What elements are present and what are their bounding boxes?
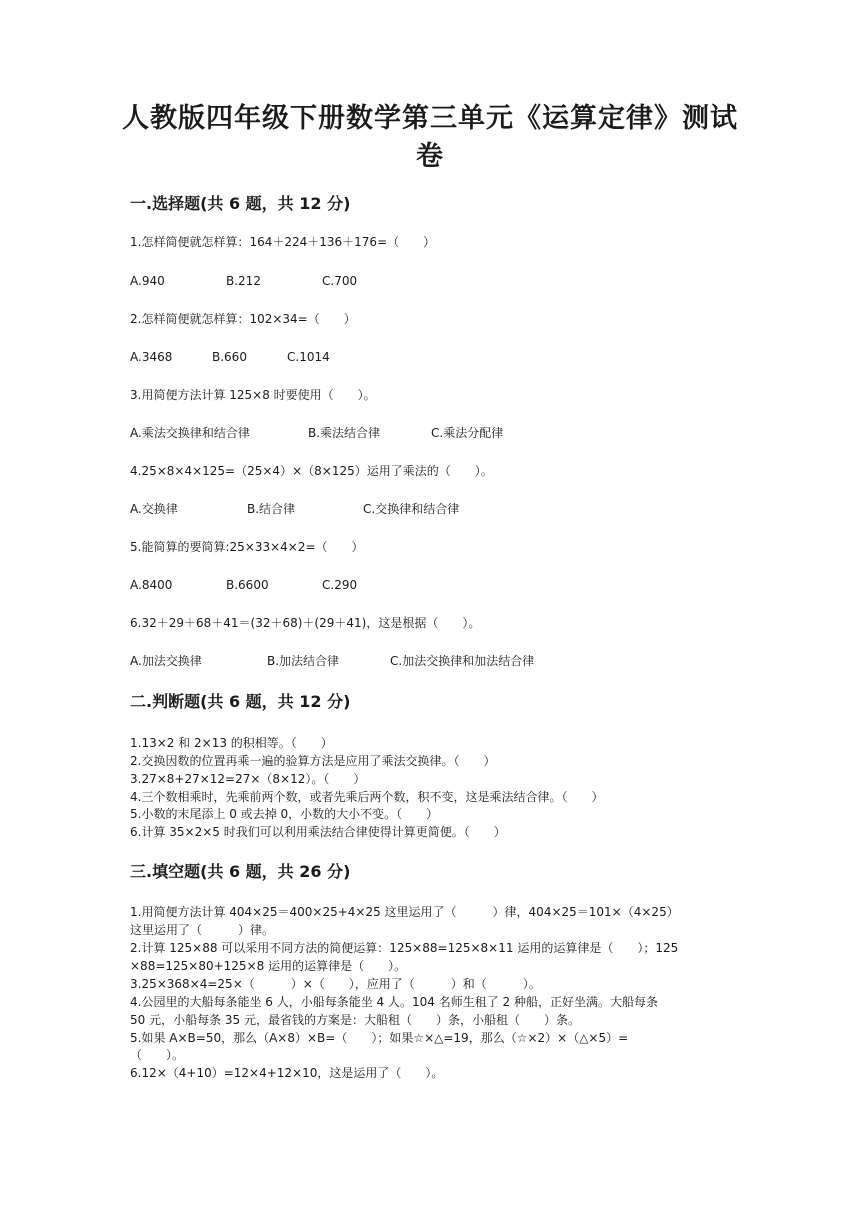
fill-line-4: ×88=125×80+125×8 运用的运算律是（ ）。	[130, 959, 407, 973]
q4-option-a: A.交换律	[130, 502, 178, 516]
q1-option-b: B.212	[226, 274, 261, 288]
fill-line-8: 5.如果 A×B=50，那么（A×8）×B=（ ）；如果☆×△=19，那么（☆×2）×（△×5）=	[130, 1031, 629, 1045]
q3-option-a: A.乘法交换律和结合律	[130, 426, 250, 440]
question-1: 1.怎样简便就怎样算：164＋224＋136＋176=（ ）	[130, 235, 436, 249]
fill-line-2: 这里运用了（ ）律。	[130, 923, 275, 937]
judge-item-2: 2.交换因数的位置再乘一遍的验算方法是应用了乘法交换律。（ ）	[130, 754, 496, 768]
judge-item-4: 4.三个数相乘时，先乘前两个数，或者先乘后两个数，积不变，这是乘法结合律。（ ）	[130, 790, 604, 804]
question-3: 3.用简便方法计算 125×8 时要使用（ ）。	[130, 388, 376, 402]
question-4: 4.25×8×4×125=（25×4）×（8×125）运用了乘法的（ ）。	[130, 464, 493, 478]
fill-line-3: 2.计算 125×88 可以采用不同方法的简便运算：125×88=125×8×11 运用的运算律是（ ）；125	[130, 941, 679, 955]
question-5: 5.能简算的要简算:25×33×4×2=（ ）	[130, 540, 364, 554]
section-heading-choice: 一.选择题(共 6 题，共 12 分)	[130, 194, 351, 213]
q2-option-a: A.3468	[130, 350, 173, 364]
q3-option-b: B.乘法结合律	[308, 426, 381, 440]
q4-option-b: B.结合律	[247, 502, 296, 516]
q3-option-c: C.乘法分配律	[431, 426, 504, 440]
title-line-1: 人教版四年级下册数学第三单元《运算定律》测试	[122, 103, 738, 134]
fill-line-10: 6.12×（4+10）=12×4+12×10，这是运用了（ ）。	[130, 1066, 444, 1080]
q5-option-a: A.8400	[130, 578, 173, 592]
question-2: 2.怎样简便就怎样算：102×34=（ ）	[130, 312, 356, 326]
fill-line-1: 1.用简便方法计算 404×25＝400×25+4×25 这里运用了（ ）律，404×25＝101×（4×25）	[130, 905, 679, 919]
section-heading-judge: 二.判断题(共 6 题，共 12 分)	[130, 692, 351, 711]
section-heading-fill: 三.填空题(共 6 题，共 26 分)	[130, 862, 351, 881]
fill-line-6: 4.公园里的大船每条能坐 6 人，小船每条能坐 4 人。104 名师生租了 2 种船，正好坐满。大船每条	[130, 995, 658, 1009]
page-title	[120, 100, 740, 176]
fill-line-7: 50 元，小船每条 35 元，最省钱的方案是：大船租（ ）条，小船租（ ）条。	[130, 1013, 580, 1027]
q4-option-c: C.交换律和结合律	[363, 502, 460, 516]
question-6: 6.32＋29＋68＋41＝(32＋68)＋(29＋41)，这是根据（ ）。	[130, 616, 481, 630]
fill-line-9: （ ）。	[130, 1048, 185, 1062]
judge-item-1: 1.13×2 和 2×13 的积相等。（ ）	[130, 736, 333, 750]
q6-option-b: B.加法结合律	[267, 654, 340, 668]
q5-option-c: C.290	[322, 578, 358, 592]
q1-option-c: C.700	[322, 274, 358, 288]
title-line-2: 卷	[416, 141, 444, 172]
q6-option-a: A.加法交换律	[130, 654, 202, 668]
judge-item-3: 3.27×8+27×12=27×（8×12）。（ ）	[130, 772, 366, 786]
fill-line-5: 3.25×368×4=25×（ ）×（ ），应用了（ ）和（ ）。	[130, 977, 541, 991]
q1-option-a: A.940	[130, 274, 165, 288]
judge-item-5: 5.小数的末尾添上 0 或去掉 0，小数的大小不变。（ ）	[130, 807, 439, 821]
q6-option-c: C.加法交换律和加法结合律	[390, 654, 535, 668]
q2-option-b: B.660	[212, 350, 247, 364]
judge-item-6: 6.计算 35×2×5 时我们可以利用乘法结合律使得计算更简便。（ ）	[130, 825, 506, 839]
q2-option-c: C.1014	[287, 350, 330, 364]
q5-option-b: B.6600	[226, 578, 269, 592]
